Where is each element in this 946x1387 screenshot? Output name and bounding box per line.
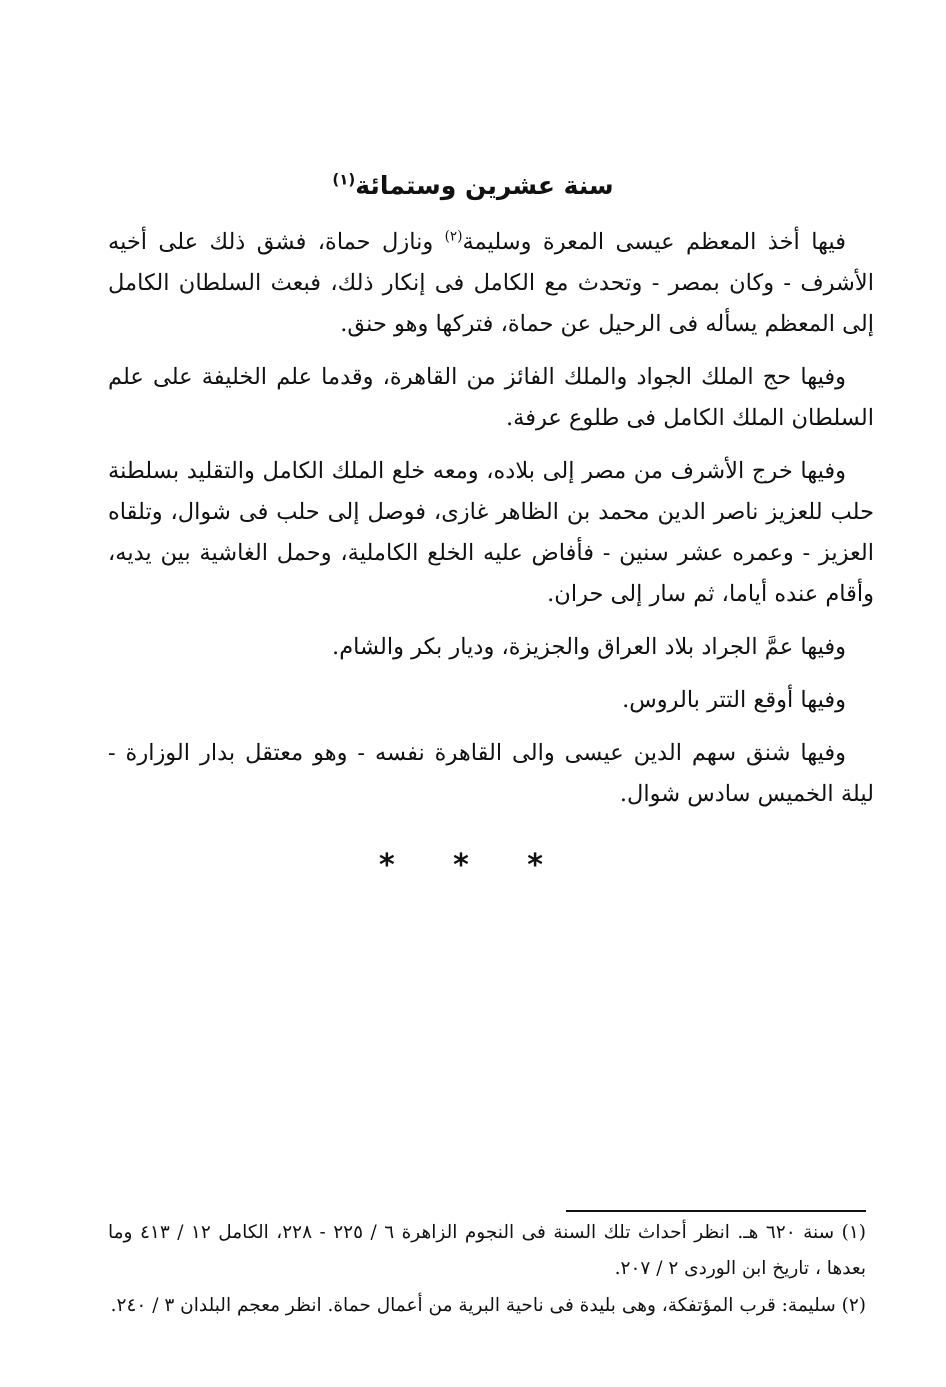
footnote-1	[108, 1215, 866, 1287]
paragraph-1-after: ونازل حماة، فشق ذلك على أخيه الأشرف - وكان بمصر - وتحدث مع الكامل فى إنكار ذلك، فبعث السلطان الكامل إلى المعظم يسأله فى الرحيل عن حماة، فتركها وهو حنق.	[108, 229, 874, 337]
footnote-2-number: (٢)	[841, 1295, 866, 1316]
footnote-2-text: سليمة: قرب المؤتفكة، وهى بليدة فى ناحية البرية من أعمال حماة. انظر معجم البلدان ٣ / ٢٤٠.	[110, 1295, 836, 1316]
paragraph-1-before: فيها أخذ المعظم عيسى المعرة وسليمة	[462, 229, 846, 255]
footnote-1-text: سنة ٦٢٠ هـ. انظر أحداث تلك السنة فى النجوم الزاهرة ٦ / ٢٢٥ - ٢٢٨، الكامل ١٢ / ٤١٣ وما بعدها ، تاريخ ابن الوردى ٢ / ٢٠٧.	[108, 1222, 866, 1279]
section-separator: * * *	[379, 848, 567, 883]
section-heading	[0, 166, 946, 206]
main-text	[108, 222, 874, 827]
footnote-2	[108, 1288, 866, 1324]
paragraph-5: وفيها أوقع التتر بالروس.	[622, 687, 846, 713]
heading-footnote-ref: (١)	[332, 170, 356, 189]
heading-title: سنة عشرين وستمائة	[355, 171, 614, 200]
paragraph-1-footnote-ref: (٢)	[444, 228, 463, 245]
footnote-1-number: (١)	[841, 1222, 866, 1243]
paragraph-6: وفيها شنق سهم الدين عيسى والى القاهرة نفسه - وهو معتقل بدار الوزارة - ليلة الخميس سادس شوال.	[108, 740, 874, 807]
paragraph-4: وفيها عمَّ الجراد بلاد العراق والجزيزة، وديار بكر والشام.	[332, 634, 846, 660]
paragraph-1	[108, 222, 874, 345]
footnote-divider	[566, 1210, 866, 1212]
footnotes	[108, 1215, 866, 1325]
paragraph-3: وفيها خرج الأشرف من مصر إلى بلاده، ومعه خلع الملك الكامل والتقليد بسلطنة حلب للعزيز ناصر الدين محمد بن الظاهر غازى، فوصل إلى حلب فى شوال، وتلقاه العزيز - وعمره عشر سنين - فأفاض عليه الخلع الكاملية، وحمل الغاشية بين يديه، وأقام عنده أياما، ثم سار إلى حران.	[108, 458, 874, 607]
paragraph-2: وفيها حج الملك الجواد والملك الفائز من القاهرة، وقدما علم الخليفة على علم السلطان الملك الكامل فى طلوع عرفة.	[108, 364, 874, 431]
